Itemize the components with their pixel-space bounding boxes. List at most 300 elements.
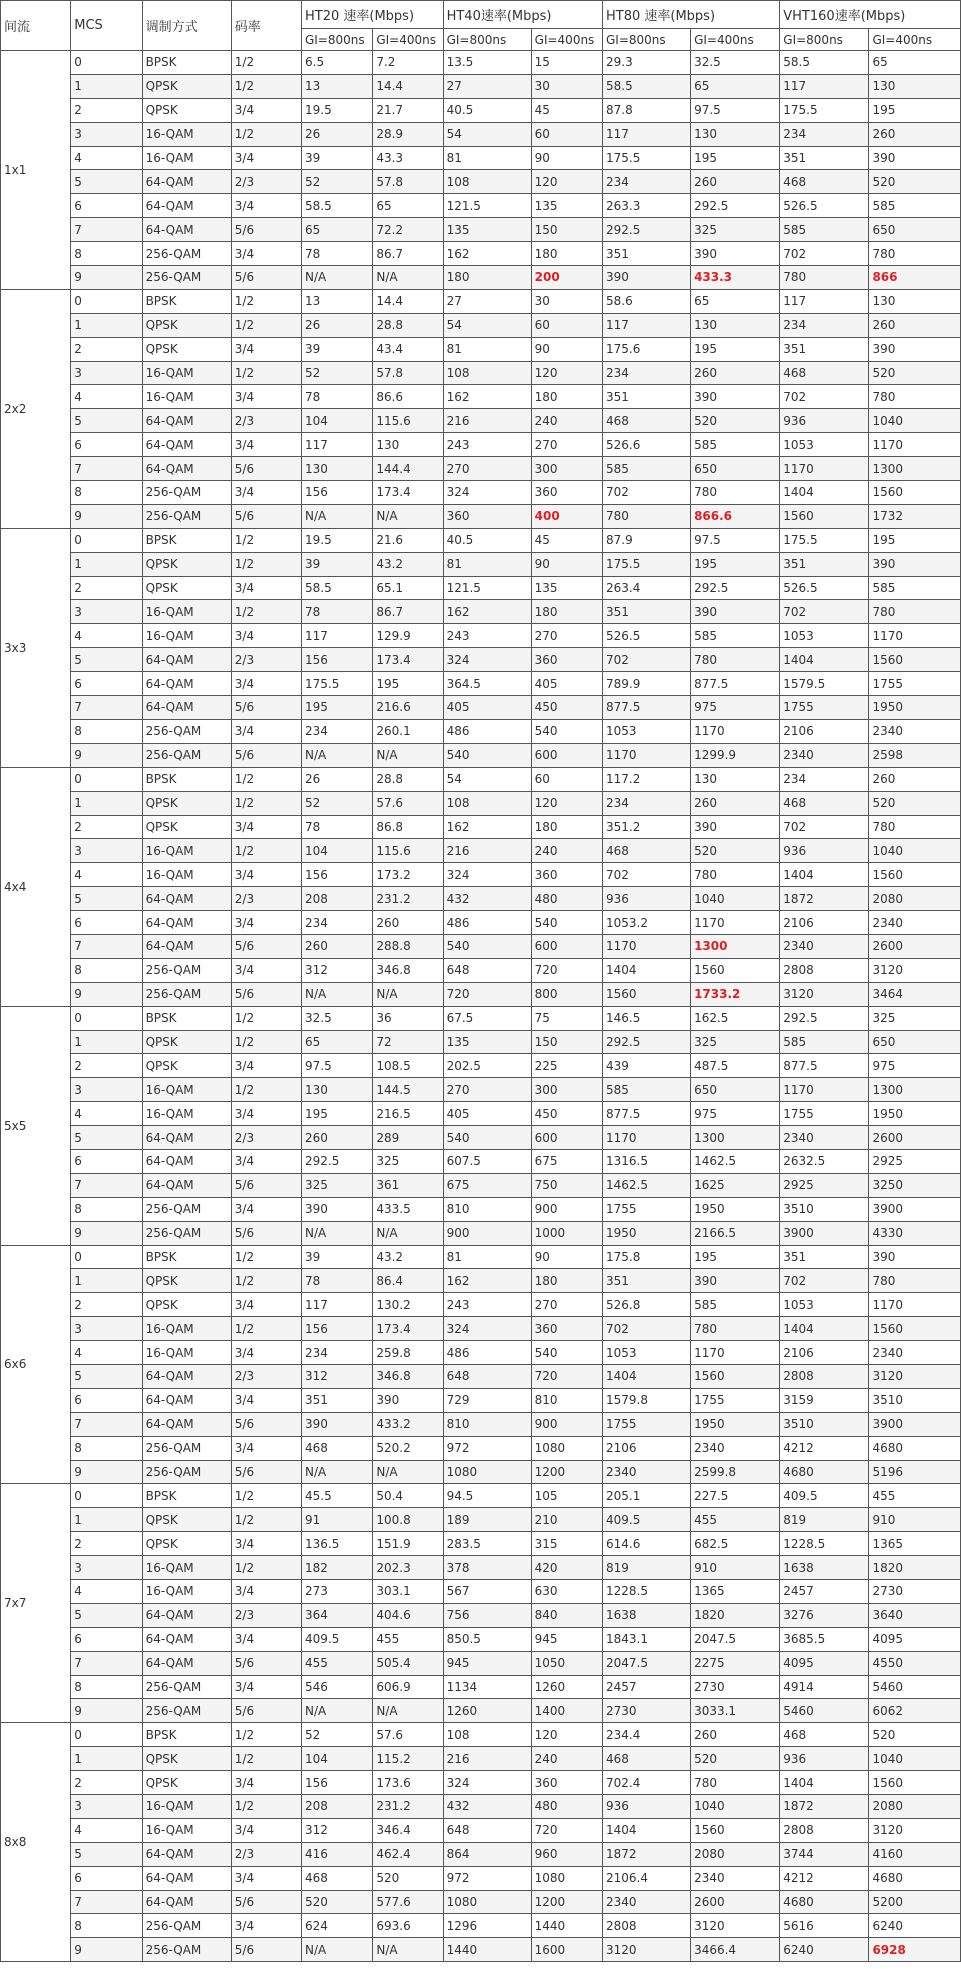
- rate-cell: 75: [531, 1006, 602, 1030]
- coding-rate-cell: 5/6: [231, 696, 301, 720]
- rate-cell: 1560: [603, 982, 691, 1006]
- stream-label: 1x1: [1, 51, 71, 290]
- mcs-cell: 2: [71, 815, 142, 839]
- rate-cell: 585: [603, 457, 691, 481]
- rate-cell: 360: [531, 648, 602, 672]
- rate-cell: 90: [531, 146, 602, 170]
- header-group-ht80: HT80 速率(Mbps): [603, 1, 780, 29]
- rate-cell: 173.6: [373, 1771, 443, 1795]
- rate-cell: 4160: [869, 1842, 961, 1866]
- rate-cell: 600: [531, 934, 602, 958]
- rate-cell: 200: [531, 266, 602, 290]
- rate-cell: N/A: [373, 1221, 443, 1245]
- rate-cell: 4212: [780, 1436, 869, 1460]
- table-row: [1, 1436, 961, 1460]
- rate-cell: 2080: [691, 1842, 780, 1866]
- coding-rate-cell: 3/4: [231, 1818, 301, 1842]
- rate-cell: 130: [691, 122, 780, 146]
- rate-cell: 195: [691, 146, 780, 170]
- rate-cell: 486: [443, 911, 531, 935]
- rate-cell: 877.5: [603, 1102, 691, 1126]
- modulation-cell: 256-QAM: [142, 266, 231, 290]
- modulation-cell: QPSK: [142, 552, 231, 576]
- modulation-cell: QPSK: [142, 98, 231, 122]
- rate-cell: 567: [443, 1580, 531, 1604]
- coding-rate-cell: 2/3: [231, 1364, 301, 1388]
- rate-cell: 2340: [780, 934, 869, 958]
- mcs-cell: 8: [71, 1197, 142, 1221]
- rate-cell: 1820: [691, 1603, 780, 1627]
- rate-cell: 234: [780, 122, 869, 146]
- rate-cell: N/A: [302, 266, 373, 290]
- modulation-cell: 64-QAM: [142, 457, 231, 481]
- table-row: [1, 958, 961, 982]
- rate-cell: 750: [531, 1173, 602, 1197]
- mcs-cell: 2: [71, 1293, 142, 1317]
- rate-cell: 1300: [869, 1078, 961, 1102]
- rate-cell: 120: [531, 791, 602, 815]
- rate-cell: 14.4: [373, 289, 443, 313]
- table-row: [1, 1914, 961, 1938]
- rate-cell: 650: [691, 1078, 780, 1102]
- table-row: [1, 481, 961, 505]
- rate-cell: 780: [691, 481, 780, 505]
- table-row: [1, 1412, 961, 1436]
- table-row: [1, 624, 961, 648]
- rate-cell: 600: [531, 1126, 602, 1150]
- modulation-cell: QPSK: [142, 74, 231, 98]
- rate-cell: 90: [531, 1245, 602, 1269]
- rate-cell: 390: [603, 266, 691, 290]
- rate-cell: 312: [302, 1364, 373, 1388]
- rate-cell: 936: [603, 887, 691, 911]
- modulation-cell: 256-QAM: [142, 1914, 231, 1938]
- rate-cell: 87.8: [603, 98, 691, 122]
- modulation-cell: 64-QAM: [142, 1412, 231, 1436]
- mcs-cell: 8: [71, 242, 142, 266]
- rate-cell: 526.8: [603, 1293, 691, 1317]
- table-row: [1, 672, 961, 696]
- rate-cell: 5196: [869, 1460, 961, 1484]
- header-mcs: MCS: [71, 1, 142, 51]
- rate-cell: 263.4: [603, 576, 691, 600]
- rate-cell: 468: [603, 409, 691, 433]
- rate-cell: 151.9: [373, 1532, 443, 1556]
- rate-cell: 1053: [603, 1341, 691, 1365]
- rate-cell: 1170: [780, 457, 869, 481]
- rate-cell: 1296: [443, 1914, 531, 1938]
- rate-cell: 65: [869, 51, 961, 75]
- rate-cell: 455: [691, 1508, 780, 1532]
- rate-cell: 6.5: [302, 51, 373, 75]
- rate-cell: 135: [443, 1030, 531, 1054]
- rate-cell: 144.5: [373, 1078, 443, 1102]
- header-modulation: 调制方式: [142, 1, 231, 51]
- table-row: [1, 313, 961, 337]
- rate-cell: 4095: [869, 1627, 961, 1651]
- rate-cell: 877.5: [691, 672, 780, 696]
- rate-cell: 135: [443, 218, 531, 242]
- rate-cell: 540: [443, 743, 531, 767]
- coding-rate-cell: 1/2: [231, 74, 301, 98]
- rate-cell: 1625: [691, 1173, 780, 1197]
- rate-cell: 32.5: [691, 51, 780, 75]
- coding-rate-cell: 1/2: [231, 1030, 301, 1054]
- coding-rate-cell: 1/2: [231, 528, 301, 552]
- stream-label: 3x3: [1, 528, 71, 767]
- table-row: [1, 1460, 961, 1484]
- rate-cell: 45: [531, 528, 602, 552]
- rate-cell: 216: [443, 839, 531, 863]
- modulation-cell: 256-QAM: [142, 481, 231, 505]
- rate-cell: 468: [780, 791, 869, 815]
- rate-cell: 117: [302, 624, 373, 648]
- coding-rate-cell: 3/4: [231, 1532, 301, 1556]
- rate-cell: 180: [531, 815, 602, 839]
- modulation-cell: 64-QAM: [142, 1603, 231, 1627]
- header-group-vht160: VHT160速率(Mbps): [780, 1, 961, 29]
- modulation-cell: QPSK: [142, 1269, 231, 1293]
- coding-rate-cell: 1/2: [231, 791, 301, 815]
- rate-cell: 1228.5: [780, 1532, 869, 1556]
- rate-cell: 1080: [531, 1436, 602, 1460]
- coding-rate-cell: 3/4: [231, 719, 301, 743]
- rate-cell: 487.5: [691, 1054, 780, 1078]
- rate-cell: 390: [302, 1197, 373, 1221]
- table-row: [1, 887, 961, 911]
- table-row: [1, 1532, 961, 1556]
- rate-cell: 360: [443, 504, 531, 528]
- rate-cell: 630: [531, 1580, 602, 1604]
- rate-cell: 3510: [780, 1197, 869, 1221]
- rate-cell: 78: [302, 815, 373, 839]
- rate-cell: 180: [531, 385, 602, 409]
- rate-cell: 780: [869, 1269, 961, 1293]
- rate-cell: 520: [691, 1747, 780, 1771]
- rate-cell: N/A: [302, 982, 373, 1006]
- rate-cell: 60: [531, 313, 602, 337]
- rate-cell: 2808: [603, 1914, 691, 1938]
- rate-cell: 3033.1: [691, 1699, 780, 1723]
- rate-cell: 702: [603, 863, 691, 887]
- mcs-cell: 1: [71, 1030, 142, 1054]
- coding-rate-cell: 1/2: [231, 767, 301, 791]
- modulation-cell: 64-QAM: [142, 194, 231, 218]
- coding-rate-cell: 1/2: [231, 600, 301, 624]
- rate-cell: 729: [443, 1388, 531, 1412]
- rate-cell: 32.5: [302, 1006, 373, 1030]
- rate-cell: 324: [443, 648, 531, 672]
- rate-cell: 312: [302, 958, 373, 982]
- modulation-cell: QPSK: [142, 1293, 231, 1317]
- rate-cell: 13: [302, 289, 373, 313]
- rate-cell: 648: [443, 1364, 531, 1388]
- coding-rate-cell: 5/6: [231, 1221, 301, 1245]
- rate-cell: 173.4: [373, 648, 443, 672]
- table-row: [1, 289, 961, 313]
- mcs-cell: 2: [71, 1532, 142, 1556]
- rate-cell: 390: [373, 1388, 443, 1412]
- rate-cell: 60: [531, 122, 602, 146]
- rate-cell: 180: [531, 242, 602, 266]
- coding-rate-cell: 3/4: [231, 1293, 301, 1317]
- rate-cell: 175.5: [302, 672, 373, 696]
- mcs-cell: 6: [71, 194, 142, 218]
- rate-cell: 1200: [531, 1890, 602, 1914]
- rate-cell: 1400: [531, 1699, 602, 1723]
- mcs-cell: 3: [71, 122, 142, 146]
- rate-cell: 292.5: [691, 576, 780, 600]
- rate-cell: 936: [603, 1795, 691, 1819]
- rate-cell: 840: [531, 1603, 602, 1627]
- rate-cell: 810: [443, 1412, 531, 1436]
- header-gi-400: GI=400ns: [691, 29, 780, 51]
- rate-cell: 720: [531, 1364, 602, 1388]
- rate-cell: 28.8: [373, 313, 443, 337]
- rate-cell: 1600: [531, 1938, 602, 1962]
- rate-cell: 455: [869, 1484, 961, 1508]
- rate-cell: 810: [531, 1388, 602, 1412]
- modulation-cell: 256-QAM: [142, 982, 231, 1006]
- rate-cell: 364: [302, 1603, 373, 1627]
- rate-cell: 346.4: [373, 1818, 443, 1842]
- rate-cell: 780: [869, 242, 961, 266]
- rate-cell: 175.5: [780, 98, 869, 122]
- coding-rate-cell: 5/6: [231, 266, 301, 290]
- coding-rate-cell: 3/4: [231, 1627, 301, 1651]
- mcs-cell: 5: [71, 409, 142, 433]
- rate-cell: 526.5: [780, 576, 869, 600]
- rate-cell: 648: [443, 958, 531, 982]
- modulation-cell: BPSK: [142, 1484, 231, 1508]
- rate-cell: 648: [443, 1818, 531, 1842]
- mcs-cell: 7: [71, 1173, 142, 1197]
- rate-cell: 135: [531, 194, 602, 218]
- rate-cell: 205.1: [603, 1484, 691, 1508]
- rate-cell: 2106: [780, 911, 869, 935]
- rate-cell: 1228.5: [603, 1580, 691, 1604]
- rate-cell: 486: [443, 719, 531, 743]
- rate-cell: 2808: [780, 1818, 869, 1842]
- mcs-cell: 6: [71, 433, 142, 457]
- rate-cell: 108: [443, 791, 531, 815]
- rate-cell: 175.5: [780, 528, 869, 552]
- coding-rate-cell: 2/3: [231, 648, 301, 672]
- rate-cell: 4680: [780, 1890, 869, 1914]
- rate-cell: 86.6: [373, 385, 443, 409]
- stream-label: 2x2: [1, 289, 71, 528]
- rate-cell: 260: [691, 170, 780, 194]
- rate-cell: 520: [373, 1866, 443, 1890]
- modulation-cell: 64-QAM: [142, 672, 231, 696]
- rate-cell: 702: [603, 648, 691, 672]
- modulation-cell: 64-QAM: [142, 433, 231, 457]
- modulation-cell: QPSK: [142, 576, 231, 600]
- rate-cell: 975: [869, 1054, 961, 1078]
- modulation-cell: 16-QAM: [142, 1818, 231, 1842]
- rate-cell: 210: [531, 1508, 602, 1532]
- modulation-cell: 256-QAM: [142, 1938, 231, 1962]
- rate-cell: 900: [531, 1412, 602, 1436]
- rate-cell: 180: [443, 266, 531, 290]
- rate-cell: 2166.5: [691, 1221, 780, 1245]
- rate-cell: 1560: [869, 863, 961, 887]
- rate-cell: 1560: [691, 1818, 780, 1842]
- table-row: [1, 1795, 961, 1819]
- mcs-cell: 5: [71, 1126, 142, 1150]
- coding-rate-cell: 5/6: [231, 1412, 301, 1436]
- rate-cell: 351: [302, 1388, 373, 1412]
- table-row: [1, 1723, 961, 1747]
- coding-rate-cell: 1/2: [231, 122, 301, 146]
- rate-cell: 2730: [691, 1675, 780, 1699]
- rate-cell: 1404: [780, 863, 869, 887]
- table-row: [1, 1651, 961, 1675]
- rate-cell: 1755: [780, 1102, 869, 1126]
- table-row: [1, 791, 961, 815]
- rate-cell: 52: [302, 1723, 373, 1747]
- coding-rate-cell: 1/2: [231, 313, 301, 337]
- modulation-cell: QPSK: [142, 1771, 231, 1795]
- modulation-cell: 256-QAM: [142, 719, 231, 743]
- rate-cell: 585: [691, 433, 780, 457]
- rate-cell: 130.2: [373, 1293, 443, 1317]
- rate-cell: 1404: [603, 1364, 691, 1388]
- rate-cell: 540: [531, 719, 602, 743]
- rate-cell: 404.6: [373, 1603, 443, 1627]
- rate-cell: 900: [531, 1197, 602, 1221]
- rate-cell: 1040: [869, 409, 961, 433]
- table-row: [1, 1580, 961, 1604]
- rate-cell: 720: [531, 1818, 602, 1842]
- rate-cell: 480: [531, 1795, 602, 1819]
- rate-cell: 259.8: [373, 1341, 443, 1365]
- rate-cell: 100.8: [373, 1508, 443, 1532]
- rate-cell: N/A: [373, 1938, 443, 1962]
- rate-cell: 360: [531, 1317, 602, 1341]
- table-row: [1, 504, 961, 528]
- rate-cell: 2106.4: [603, 1866, 691, 1890]
- rate-cell: 346.8: [373, 1364, 443, 1388]
- rate-cell: 1260: [531, 1675, 602, 1699]
- table-row: [1, 839, 961, 863]
- coding-rate-cell: 3/4: [231, 1675, 301, 1699]
- rate-cell: 43.4: [373, 337, 443, 361]
- rate-cell: 1560: [780, 504, 869, 528]
- rate-cell: 975: [691, 696, 780, 720]
- modulation-cell: 64-QAM: [142, 1651, 231, 1675]
- rate-cell: 173.2: [373, 863, 443, 887]
- modulation-cell: QPSK: [142, 1747, 231, 1771]
- rate-cell: 520: [869, 361, 961, 385]
- modulation-cell: QPSK: [142, 815, 231, 839]
- rate-cell: 156: [302, 648, 373, 672]
- rate-cell: 1170: [603, 743, 691, 767]
- table-row: [1, 242, 961, 266]
- rate-cell: 195: [691, 552, 780, 576]
- table-row: [1, 719, 961, 743]
- rate-cell: 67.5: [443, 1006, 531, 1030]
- rate-cell: 1170: [603, 1126, 691, 1150]
- rate-cell: 351.2: [603, 815, 691, 839]
- rate-cell: 2457: [780, 1580, 869, 1604]
- rate-cell: N/A: [302, 1221, 373, 1245]
- mcs-cell: 2: [71, 576, 142, 600]
- rate-cell: 780: [603, 504, 691, 528]
- rate-cell: 240: [531, 1747, 602, 1771]
- rate-cell: 409.5: [780, 1484, 869, 1508]
- rate-cell: 108: [443, 170, 531, 194]
- table-row: [1, 576, 961, 600]
- mcs-cell: 8: [71, 958, 142, 982]
- rate-cell: 1000: [531, 1221, 602, 1245]
- modulation-cell: 16-QAM: [142, 1580, 231, 1604]
- rate-cell: 1404: [780, 648, 869, 672]
- rate-cell: 260: [691, 791, 780, 815]
- coding-rate-cell: 5/6: [231, 743, 301, 767]
- rate-cell: 585: [869, 194, 961, 218]
- table-row: [1, 1675, 961, 1699]
- rate-cell: 1170: [869, 433, 961, 457]
- rate-cell: 1053: [603, 719, 691, 743]
- coding-rate-cell: 1/2: [231, 1245, 301, 1269]
- rate-cell: 180: [531, 1269, 602, 1293]
- rate-cell: 130: [302, 457, 373, 481]
- modulation-cell: 16-QAM: [142, 1317, 231, 1341]
- rate-cell: 540: [531, 911, 602, 935]
- rate-cell: 117: [780, 74, 869, 98]
- rate-cell: 58.5: [603, 74, 691, 98]
- rate-cell: 2730: [869, 1580, 961, 1604]
- rate-cell: 57.6: [373, 791, 443, 815]
- rate-cell: 208: [302, 887, 373, 911]
- rate-cell: 3120: [869, 958, 961, 982]
- rate-cell: 175.8: [603, 1245, 691, 1269]
- rate-cell: 1950: [603, 1221, 691, 1245]
- rate-cell: 130: [373, 433, 443, 457]
- rate-cell: 240: [531, 409, 602, 433]
- coding-rate-cell: 1/2: [231, 1006, 301, 1030]
- rate-cell: 1260: [443, 1699, 531, 1723]
- header-coding-rate: 码率: [231, 1, 301, 51]
- mcs-cell: 0: [71, 1484, 142, 1508]
- modulation-cell: QPSK: [142, 791, 231, 815]
- rate-cell: 702: [780, 815, 869, 839]
- rate-cell: 45: [531, 98, 602, 122]
- rate-cell: 2340: [691, 1436, 780, 1460]
- rate-cell: 2599.8: [691, 1460, 780, 1484]
- rate-cell: 52: [302, 791, 373, 815]
- rate-cell: 195: [373, 672, 443, 696]
- rate-cell: 260: [869, 122, 961, 146]
- modulation-cell: 16-QAM: [142, 1795, 231, 1819]
- rate-cell: 97.5: [691, 98, 780, 122]
- rate-cell: 234: [603, 791, 691, 815]
- rate-cell: 45.5: [302, 1484, 373, 1508]
- rate-cell: 693.6: [373, 1914, 443, 1938]
- rate-cell: 19.5: [302, 528, 373, 552]
- rate-cell: 1872: [780, 887, 869, 911]
- modulation-cell: 16-QAM: [142, 863, 231, 887]
- rate-cell: 780: [691, 1771, 780, 1795]
- table-row: [1, 743, 961, 767]
- rate-cell: 540: [443, 1126, 531, 1150]
- rate-cell: 292.5: [780, 1006, 869, 1030]
- rate-cell: 39: [302, 1245, 373, 1269]
- rate-cell: 324: [443, 1317, 531, 1341]
- mcs-cell: 4: [71, 1102, 142, 1126]
- rate-cell: 216.5: [373, 1102, 443, 1126]
